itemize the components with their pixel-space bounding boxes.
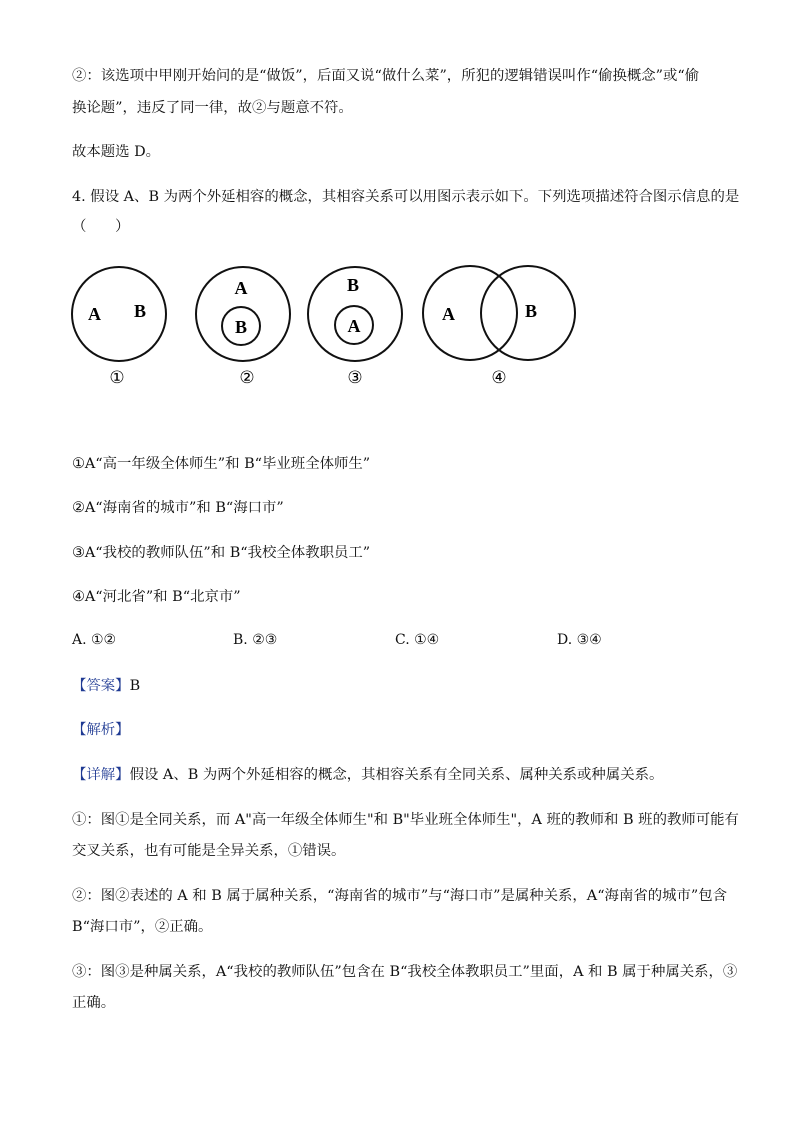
analysis-p3-line-2: 正确。: [72, 995, 116, 1011]
label-b: B: [525, 301, 538, 321]
detail-text: 假设 A、B 为两个外延相容的概念，其相容关系有全同关系、属种关系或种属关系。: [129, 767, 664, 783]
option-c: C. ①④: [395, 632, 440, 648]
caption-2: ②: [239, 368, 255, 387]
analysis-heading: [72, 720, 130, 740]
intro-conclusion: 故本题选 D。: [72, 144, 161, 160]
diagram-2: [196, 267, 290, 387]
caption-4: ④: [491, 368, 507, 387]
label-a: A: [234, 278, 248, 298]
answer-value: B: [129, 678, 141, 694]
label-b: B: [346, 275, 360, 295]
option-d: D. ③④: [557, 632, 602, 648]
option-b: B. ②③: [233, 632, 278, 648]
circle-a-overlap: [423, 266, 517, 360]
question-blank: （ ）: [72, 219, 130, 235]
statement-1: ①A“高一年级全体师生”和 B“毕业班全体师生”: [72, 456, 371, 472]
detail-tag: 【详解】: [72, 767, 130, 783]
detail-line: [72, 765, 663, 785]
label-b: B: [234, 317, 248, 337]
circle-a-b-equal: [72, 267, 166, 361]
analysis-p2-line-2: B“海口市”，②正确。: [72, 919, 213, 935]
label-b: B: [134, 301, 147, 321]
analysis-tag: 【解析】: [72, 722, 130, 738]
statement-3: ③A“我校的教师队伍”和 B“我校全体教职员工”: [72, 545, 371, 561]
diagram-3: [308, 267, 402, 387]
caption-1: ①: [109, 368, 125, 387]
intro-line-2: 换论题”，违反了同一律，故②与题意不符。: [72, 100, 353, 116]
option-a: A. ①②: [72, 632, 117, 648]
label-a: A: [442, 304, 455, 324]
intro-line-1: ②：该选项中甲刚开始问的是“做饭”，后面又说“做什么菜”，所犯的逻辑错误叫作“偷换概念”或“偷: [72, 68, 700, 84]
label-a: A: [347, 316, 361, 336]
caption-3: ③: [347, 368, 363, 387]
answer-tag: 【答案】: [72, 678, 130, 694]
diagram-1: [72, 267, 166, 387]
analysis-p1-line-2: 交叉关系，也有可能是全异关系，①错误。: [72, 843, 346, 859]
analysis-p2-line-1: ②：图②表述的 A 和 B 属于属种关系，“海南省的城市”与“海口市”是属种关系，A“海南省的城市”包含: [72, 888, 728, 904]
statement-4: ④A“河北省”和 B“北京市”: [72, 589, 241, 605]
label-a: A: [88, 304, 101, 324]
venn-diagram-figure: [60, 255, 600, 395]
answer-line: [72, 676, 140, 696]
analysis-p3-line-1: ③：图③是种属关系，A“我校的教师队伍”包含在 B“我校全体教职员工”里面，A 和 B 属于种属关系，③: [72, 964, 738, 980]
statement-2: ②A“海南省的城市”和 B“海口市”: [72, 500, 284, 516]
diagram-4: [423, 266, 575, 387]
analysis-p1-line-1: ①：图①是全同关系，而 A"高一年级全体师生"和 B"毕业班全体师生"，A 班的教师和 B 班的教师可能有: [72, 812, 739, 828]
question-stem: 4. 假设 A、B 为两个外延相容的概念，其相容关系可以用图示表示如下。下列选项描述符合图示信息的是: [72, 189, 740, 205]
